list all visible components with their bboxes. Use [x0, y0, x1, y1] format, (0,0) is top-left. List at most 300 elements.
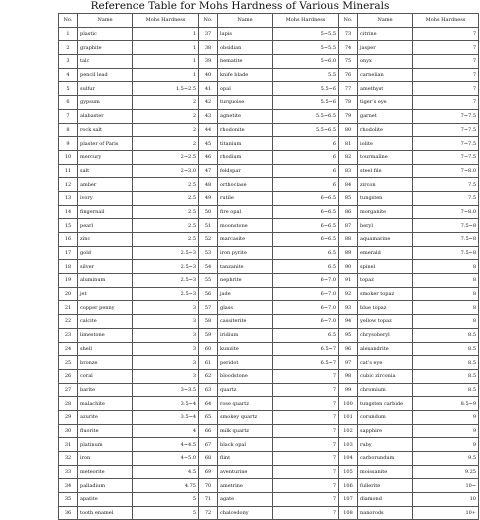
mineral-name: morganite — [358, 205, 413, 219]
mineral-name: mercury — [78, 150, 133, 164]
table-row — [59, 178, 479, 192]
mohs-hardness: 7~7.5 — [413, 109, 479, 123]
mineral-number: 37 — [199, 27, 218, 41]
mineral-number: 53 — [199, 246, 218, 260]
mineral-name: agate — [218, 493, 273, 507]
mineral-name: alabaster — [78, 109, 133, 123]
table-row — [59, 82, 479, 96]
mineral-name: rose quartz — [218, 397, 273, 411]
mineral-number: 96 — [339, 342, 358, 356]
mohs-hardness: 7.5 — [413, 191, 479, 205]
mineral-number: 83 — [339, 164, 358, 178]
mineral-name: beryl — [358, 219, 413, 233]
table-row — [59, 328, 479, 342]
mineral-name: iolite — [358, 137, 413, 151]
mineral-name: chrysoberyl — [358, 328, 413, 342]
mohs-hardness: 5.5~6 — [273, 96, 339, 110]
mineral-name: tiger’s eye — [358, 96, 413, 110]
mohs-hardness: 2.5 — [133, 219, 199, 233]
mineral-number: 90 — [339, 260, 358, 274]
mohs-hardness: 7 — [273, 410, 339, 424]
table-row — [59, 301, 479, 315]
mineral-number: 33 — [59, 465, 78, 479]
mineral-name: iron — [78, 452, 133, 466]
mohs-hardness: 10 — [413, 493, 479, 507]
mohs-hardness: 2.5~3 — [133, 274, 199, 288]
mohs-hardness: 8.5 — [413, 342, 479, 356]
mohs-hardness: 7.5~8 — [413, 233, 479, 247]
mohs-hardness: 1 — [133, 55, 199, 69]
mohs-hardness: 4.5 — [133, 465, 199, 479]
mohs-hardness: 3 — [133, 342, 199, 356]
mohs-hardness: 5 — [133, 506, 199, 520]
mineral-name: black opal — [218, 438, 273, 452]
mineral-name: pencil lead — [78, 68, 133, 82]
mineral-number: 75 — [339, 55, 358, 69]
mineral-name: lapis — [218, 27, 273, 41]
mineral-name: tooth enamel — [78, 506, 133, 520]
mohs-hardness: 6~6.5 — [273, 233, 339, 247]
mineral-name: cubic zirconia — [358, 369, 413, 383]
mineral-name: plastic — [78, 27, 133, 41]
mineral-name: ivory — [78, 191, 133, 205]
mohs-hardness: 5.5~6.5 — [273, 123, 339, 137]
table-row — [59, 383, 479, 397]
mohs-hardness: 8.5 — [413, 369, 479, 383]
mineral-name: meteorite — [78, 465, 133, 479]
mohs-hardness: 7.5 — [413, 178, 479, 192]
mohs-hardness: 7 — [413, 68, 479, 82]
mineral-number: 25 — [59, 356, 78, 370]
mineral-number: 42 — [199, 96, 218, 110]
mineral-number: 22 — [59, 315, 78, 329]
mineral-number: 26 — [59, 369, 78, 383]
mineral-name: agnetite — [218, 109, 273, 123]
mohs-hardness: 2.5~3 — [133, 287, 199, 301]
mineral-name: rhodolite — [358, 123, 413, 137]
mineral-name: fluorite — [78, 424, 133, 438]
mineral-name: apatite — [78, 493, 133, 507]
mineral-name: knife blade — [218, 68, 273, 82]
mineral-name: emerald — [358, 246, 413, 260]
mohs-hardness: 4.75 — [133, 479, 199, 493]
mohs-hardness: 6.5 — [273, 260, 339, 274]
mohs-hardness: 7 — [273, 506, 339, 520]
mineral-number: 29 — [59, 410, 78, 424]
mineral-number: 12 — [59, 178, 78, 192]
mineral-name: orthoclase — [218, 178, 273, 192]
mineral-number: 78 — [339, 96, 358, 110]
mineral-name: bloodstone — [218, 369, 273, 383]
mohs-hardness: 2.5~3 — [133, 246, 199, 260]
mohs-hardness: 7~7.5 — [413, 150, 479, 164]
mineral-name: rhodium — [218, 150, 273, 164]
mineral-name: kunzite — [218, 342, 273, 356]
table-row — [59, 219, 479, 233]
mohs-hardness: 5~5.5 — [273, 27, 339, 41]
mineral-number: 101 — [339, 410, 358, 424]
mineral-number: 32 — [59, 452, 78, 466]
mineral-number: 5 — [59, 82, 78, 96]
mineral-number: 65 — [199, 410, 218, 424]
mohs-hardness: 9.25 — [413, 465, 479, 479]
mineral-number: 82 — [339, 150, 358, 164]
mineral-number: 54 — [199, 260, 218, 274]
mohs-hardness: 7 — [273, 424, 339, 438]
mineral-number: 21 — [59, 301, 78, 315]
mineral-name: salt — [78, 164, 133, 178]
mineral-number: 89 — [339, 246, 358, 260]
mineral-name: ruby — [358, 438, 413, 452]
mineral-name: glass — [218, 301, 273, 315]
mohs-hardness: 4 — [133, 424, 199, 438]
mohs-hardness: 10+ — [413, 506, 479, 520]
mineral-number: 72 — [199, 506, 218, 520]
mohs-hardness: 8 — [413, 274, 479, 288]
mineral-name: jet — [78, 287, 133, 301]
mineral-number: 9 — [59, 137, 78, 151]
mineral-name: peridot — [218, 356, 273, 370]
mineral-number: 55 — [199, 274, 218, 288]
mohs-hardness: 5~6.0 — [273, 55, 339, 69]
mineral-number: 68 — [199, 452, 218, 466]
mohs-hardness: 2.5 — [133, 205, 199, 219]
mineral-number: 4 — [59, 68, 78, 82]
mineral-number: 1 — [59, 27, 78, 41]
mineral-name: cassiterite — [218, 315, 273, 329]
mineral-number: 59 — [199, 328, 218, 342]
table-row — [59, 315, 479, 329]
mohs-hardness: 6~7.0 — [273, 287, 339, 301]
mineral-number: 18 — [59, 260, 78, 274]
mohs-hardness: 7~8.0 — [413, 164, 479, 178]
mineral-number: 38 — [199, 41, 218, 55]
mohs-hardness: 8.5 — [413, 356, 479, 370]
mineral-number: 71 — [199, 493, 218, 507]
mohs-hardness: 3~3.5 — [133, 383, 199, 397]
mineral-number: 64 — [199, 397, 218, 411]
mohs-hardness: 7 — [273, 397, 339, 411]
mohs-hardness: 7 — [273, 479, 339, 493]
mohs-hardness: 7 — [413, 96, 479, 110]
mohs-hardness: 6~6.5 — [273, 191, 339, 205]
mohs-hardness: 7 — [413, 82, 479, 96]
mohs-hardness: 7.5~8 — [413, 219, 479, 233]
mineral-number: 95 — [339, 328, 358, 342]
mohs-hardness: 1 — [133, 41, 199, 55]
mohs-hardness: 6~7.0 — [273, 315, 339, 329]
mineral-number: 14 — [59, 205, 78, 219]
mineral-number: 87 — [339, 219, 358, 233]
mineral-number: 86 — [339, 205, 358, 219]
mineral-number: 103 — [339, 438, 358, 452]
mineral-number: 77 — [339, 82, 358, 96]
mohs-hardness: 3.5~4 — [133, 397, 199, 411]
mineral-number: 19 — [59, 274, 78, 288]
table-row — [59, 274, 479, 288]
mineral-name: pearl — [78, 219, 133, 233]
mohs-hardness: 8 — [413, 260, 479, 274]
mineral-name: jasper — [358, 41, 413, 55]
mineral-name: citrine — [358, 27, 413, 41]
mohs-hardness: 3 — [133, 315, 199, 329]
mineral-number: 67 — [199, 438, 218, 452]
mineral-number: 15 — [59, 219, 78, 233]
mineral-number: 40 — [199, 68, 218, 82]
mohs-hardness: 8.5 — [413, 383, 479, 397]
mineral-number: 31 — [59, 438, 78, 452]
table-row — [59, 452, 479, 466]
mohs-hardness: 7 — [273, 452, 339, 466]
mohs-hardness: 10~ — [413, 479, 479, 493]
mohs-hardness: 6~6.5 — [273, 205, 339, 219]
mohs-hardness: 7~8.0 — [413, 205, 479, 219]
mohs-hardness: 1.5~2.5 — [133, 82, 199, 96]
header-hardness: Mohs Hardness — [133, 14, 199, 28]
mohs-hardness: 6~7.0 — [273, 274, 339, 288]
mineral-name: smokey quartz — [218, 410, 273, 424]
mineral-number: 7 — [59, 109, 78, 123]
mohs-hardness: 2.5 — [133, 191, 199, 205]
table-row — [59, 109, 479, 123]
mohs-hardness: 8 — [413, 315, 479, 329]
mineral-name: silver — [78, 260, 133, 274]
mineral-name: palladium — [78, 479, 133, 493]
mineral-name: spinel — [358, 260, 413, 274]
mohs-hardness: 5.5 — [273, 68, 339, 82]
table-row — [59, 424, 479, 438]
mineral-number: 52 — [199, 233, 218, 247]
mineral-name: rhodonite — [218, 123, 273, 137]
mineral-number: 97 — [339, 356, 358, 370]
mineral-number: 30 — [59, 424, 78, 438]
mineral-name: hematite — [218, 55, 273, 69]
header-name: Name — [358, 14, 413, 28]
mineral-number: 108 — [339, 506, 358, 520]
mohs-hardness: 8.5 — [413, 328, 479, 342]
mineral-number: 13 — [59, 191, 78, 205]
mineral-name: jade — [218, 287, 273, 301]
mineral-number: 98 — [339, 369, 358, 383]
mohs-hardness: 7~7.5 — [413, 137, 479, 151]
mohs-hardness: 2~2.5 — [133, 150, 199, 164]
table-row — [59, 164, 479, 178]
mineral-number: 58 — [199, 315, 218, 329]
mineral-name: fingernail — [78, 205, 133, 219]
mineral-number: 57 — [199, 301, 218, 315]
mohs-hardness: 7 — [413, 41, 479, 55]
mineral-number: 60 — [199, 342, 218, 356]
mineral-name: iridium — [218, 328, 273, 342]
mineral-name: tungsten — [358, 191, 413, 205]
table-row — [59, 41, 479, 55]
mineral-number: 39 — [199, 55, 218, 69]
mohs-hardness: 6~6.5 — [273, 219, 339, 233]
mohs-hardness: 4~4.5 — [133, 438, 199, 452]
header-hardness: Mohs Hardness — [413, 14, 479, 28]
mineral-number: 88 — [339, 233, 358, 247]
mineral-name: obsidian — [218, 41, 273, 55]
mineral-name: coral — [78, 369, 133, 383]
mineral-name: milk quartz — [218, 424, 273, 438]
mineral-number: 79 — [339, 109, 358, 123]
table-body — [59, 27, 479, 520]
mineral-name: sulfur — [78, 82, 133, 96]
mineral-number: 44 — [199, 123, 218, 137]
header-name: Name — [218, 14, 273, 28]
mineral-number: 92 — [339, 287, 358, 301]
page-title: Reference Table for Mohs Hardness of Various Minerals — [90, 0, 390, 12]
mohs-hardness: 6 — [273, 137, 339, 151]
mineral-name: garnet — [358, 109, 413, 123]
mineral-name: copper penny — [78, 301, 133, 315]
mineral-name: gypsum — [78, 96, 133, 110]
header-no: No. — [339, 14, 358, 28]
hardness-table — [58, 13, 479, 520]
mineral-name: feldspar — [218, 164, 273, 178]
mineral-number: 48 — [199, 178, 218, 192]
table-row — [59, 342, 479, 356]
table-row — [59, 191, 479, 205]
mineral-name: ametrine — [218, 479, 273, 493]
mineral-name: limestone — [78, 328, 133, 342]
table-row — [59, 96, 479, 110]
mineral-number: 81 — [339, 137, 358, 151]
mineral-name: platinum — [78, 438, 133, 452]
mineral-name: opal — [218, 82, 273, 96]
mineral-number: 36 — [59, 506, 78, 520]
mohs-hardness: 2.5~3 — [133, 260, 199, 274]
mineral-number: 106 — [339, 479, 358, 493]
table-row — [59, 150, 479, 164]
mineral-name: iron pyrite — [218, 246, 273, 260]
mohs-hardness: 2.5 — [133, 233, 199, 247]
mineral-name: aventurine — [218, 465, 273, 479]
mohs-hardness: 3.5~4 — [133, 410, 199, 424]
mineral-name: chalcedony — [218, 506, 273, 520]
table-row — [59, 369, 479, 383]
mohs-hardness: 9 — [413, 410, 479, 424]
table-row — [59, 27, 479, 41]
mineral-number: 24 — [59, 342, 78, 356]
mohs-hardness: 7 — [273, 369, 339, 383]
mineral-name: fullerite — [358, 479, 413, 493]
table-row — [59, 205, 479, 219]
mohs-hardness: 6.5 — [273, 328, 339, 342]
mohs-hardness: 8 — [413, 301, 479, 315]
header-no: No. — [199, 14, 218, 28]
mohs-hardness: 6~7.0 — [273, 301, 339, 315]
mineral-number: 56 — [199, 287, 218, 301]
mohs-hardness: 6 — [273, 164, 339, 178]
mohs-hardness: 6.5 — [273, 246, 339, 260]
mohs-hardness: 4~5.0 — [133, 452, 199, 466]
mineral-number: 47 — [199, 164, 218, 178]
table-header-row — [59, 14, 479, 28]
mohs-hardness: 9.5 — [413, 452, 479, 466]
mineral-name: amber — [78, 178, 133, 192]
mineral-name: titanium — [218, 137, 273, 151]
mineral-name: steel file — [358, 164, 413, 178]
mineral-number: 43 — [199, 109, 218, 123]
mineral-name: moonstone — [218, 219, 273, 233]
mineral-number: 17 — [59, 246, 78, 260]
mineral-name: alexandrite — [358, 342, 413, 356]
mohs-hardness: 2 — [133, 137, 199, 151]
mineral-name: corundum — [358, 410, 413, 424]
mineral-number: 69 — [199, 465, 218, 479]
mohs-hardness: 1 — [133, 68, 199, 82]
mohs-hardness: 7~7.5 — [413, 123, 479, 137]
table-row — [59, 233, 479, 247]
mineral-number: 91 — [339, 274, 358, 288]
mohs-hardness: 7 — [273, 465, 339, 479]
mineral-number: 70 — [199, 479, 218, 493]
mineral-number: 100 — [339, 397, 358, 411]
mineral-name: rutile — [218, 191, 273, 205]
mineral-name: turquoise — [218, 96, 273, 110]
mineral-number: 107 — [339, 493, 358, 507]
mineral-number: 45 — [199, 137, 218, 151]
mohs-hardness: 2.5 — [133, 178, 199, 192]
mineral-name: blue topaz — [358, 301, 413, 315]
mineral-number: 35 — [59, 493, 78, 507]
mineral-number: 8 — [59, 123, 78, 137]
mineral-name: aluminum — [78, 274, 133, 288]
mineral-number: 104 — [339, 452, 358, 466]
mineral-number: 85 — [339, 191, 358, 205]
mineral-name: carnelian — [358, 68, 413, 82]
mineral-number: 41 — [199, 82, 218, 96]
mineral-number: 93 — [339, 301, 358, 315]
table-row — [59, 410, 479, 424]
mineral-name: bronze — [78, 356, 133, 370]
mineral-name: onyx — [358, 55, 413, 69]
mineral-name: amethyst — [358, 82, 413, 96]
mohs-hardness: 2 — [133, 96, 199, 110]
mineral-number: 27 — [59, 383, 78, 397]
mohs-hardness: 5.5~6 — [273, 82, 339, 96]
mohs-hardness: 5~5.5 — [273, 41, 339, 55]
mineral-number: 66 — [199, 424, 218, 438]
mineral-number: 102 — [339, 424, 358, 438]
mohs-hardness: 8.5~9 — [413, 397, 479, 411]
mineral-name: malachite — [78, 397, 133, 411]
mineral-number: 105 — [339, 465, 358, 479]
mineral-name: shell — [78, 342, 133, 356]
mineral-name: chromium — [358, 383, 413, 397]
mohs-hardness: 5.5~6.5 — [273, 109, 339, 123]
mineral-name: tungsten carbide — [358, 397, 413, 411]
mineral-number: 3 — [59, 55, 78, 69]
mohs-hardness: 2~3.0 — [133, 164, 199, 178]
mineral-number: 23 — [59, 328, 78, 342]
mineral-name: yellow topaz — [358, 315, 413, 329]
mineral-number: 16 — [59, 233, 78, 247]
mineral-name: plaster of Paris — [78, 137, 133, 151]
table-row — [59, 137, 479, 151]
mineral-number: 10 — [59, 150, 78, 164]
table-row — [59, 465, 479, 479]
mineral-number: 49 — [199, 191, 218, 205]
mohs-hardness: 7.5~8 — [413, 246, 479, 260]
mineral-name: graphite — [78, 41, 133, 55]
mineral-name: aquamarine — [358, 233, 413, 247]
mineral-name: barite — [78, 383, 133, 397]
header-no: No. — [59, 14, 78, 28]
mineral-name: talc — [78, 55, 133, 69]
mohs-hardness: 7 — [273, 383, 339, 397]
